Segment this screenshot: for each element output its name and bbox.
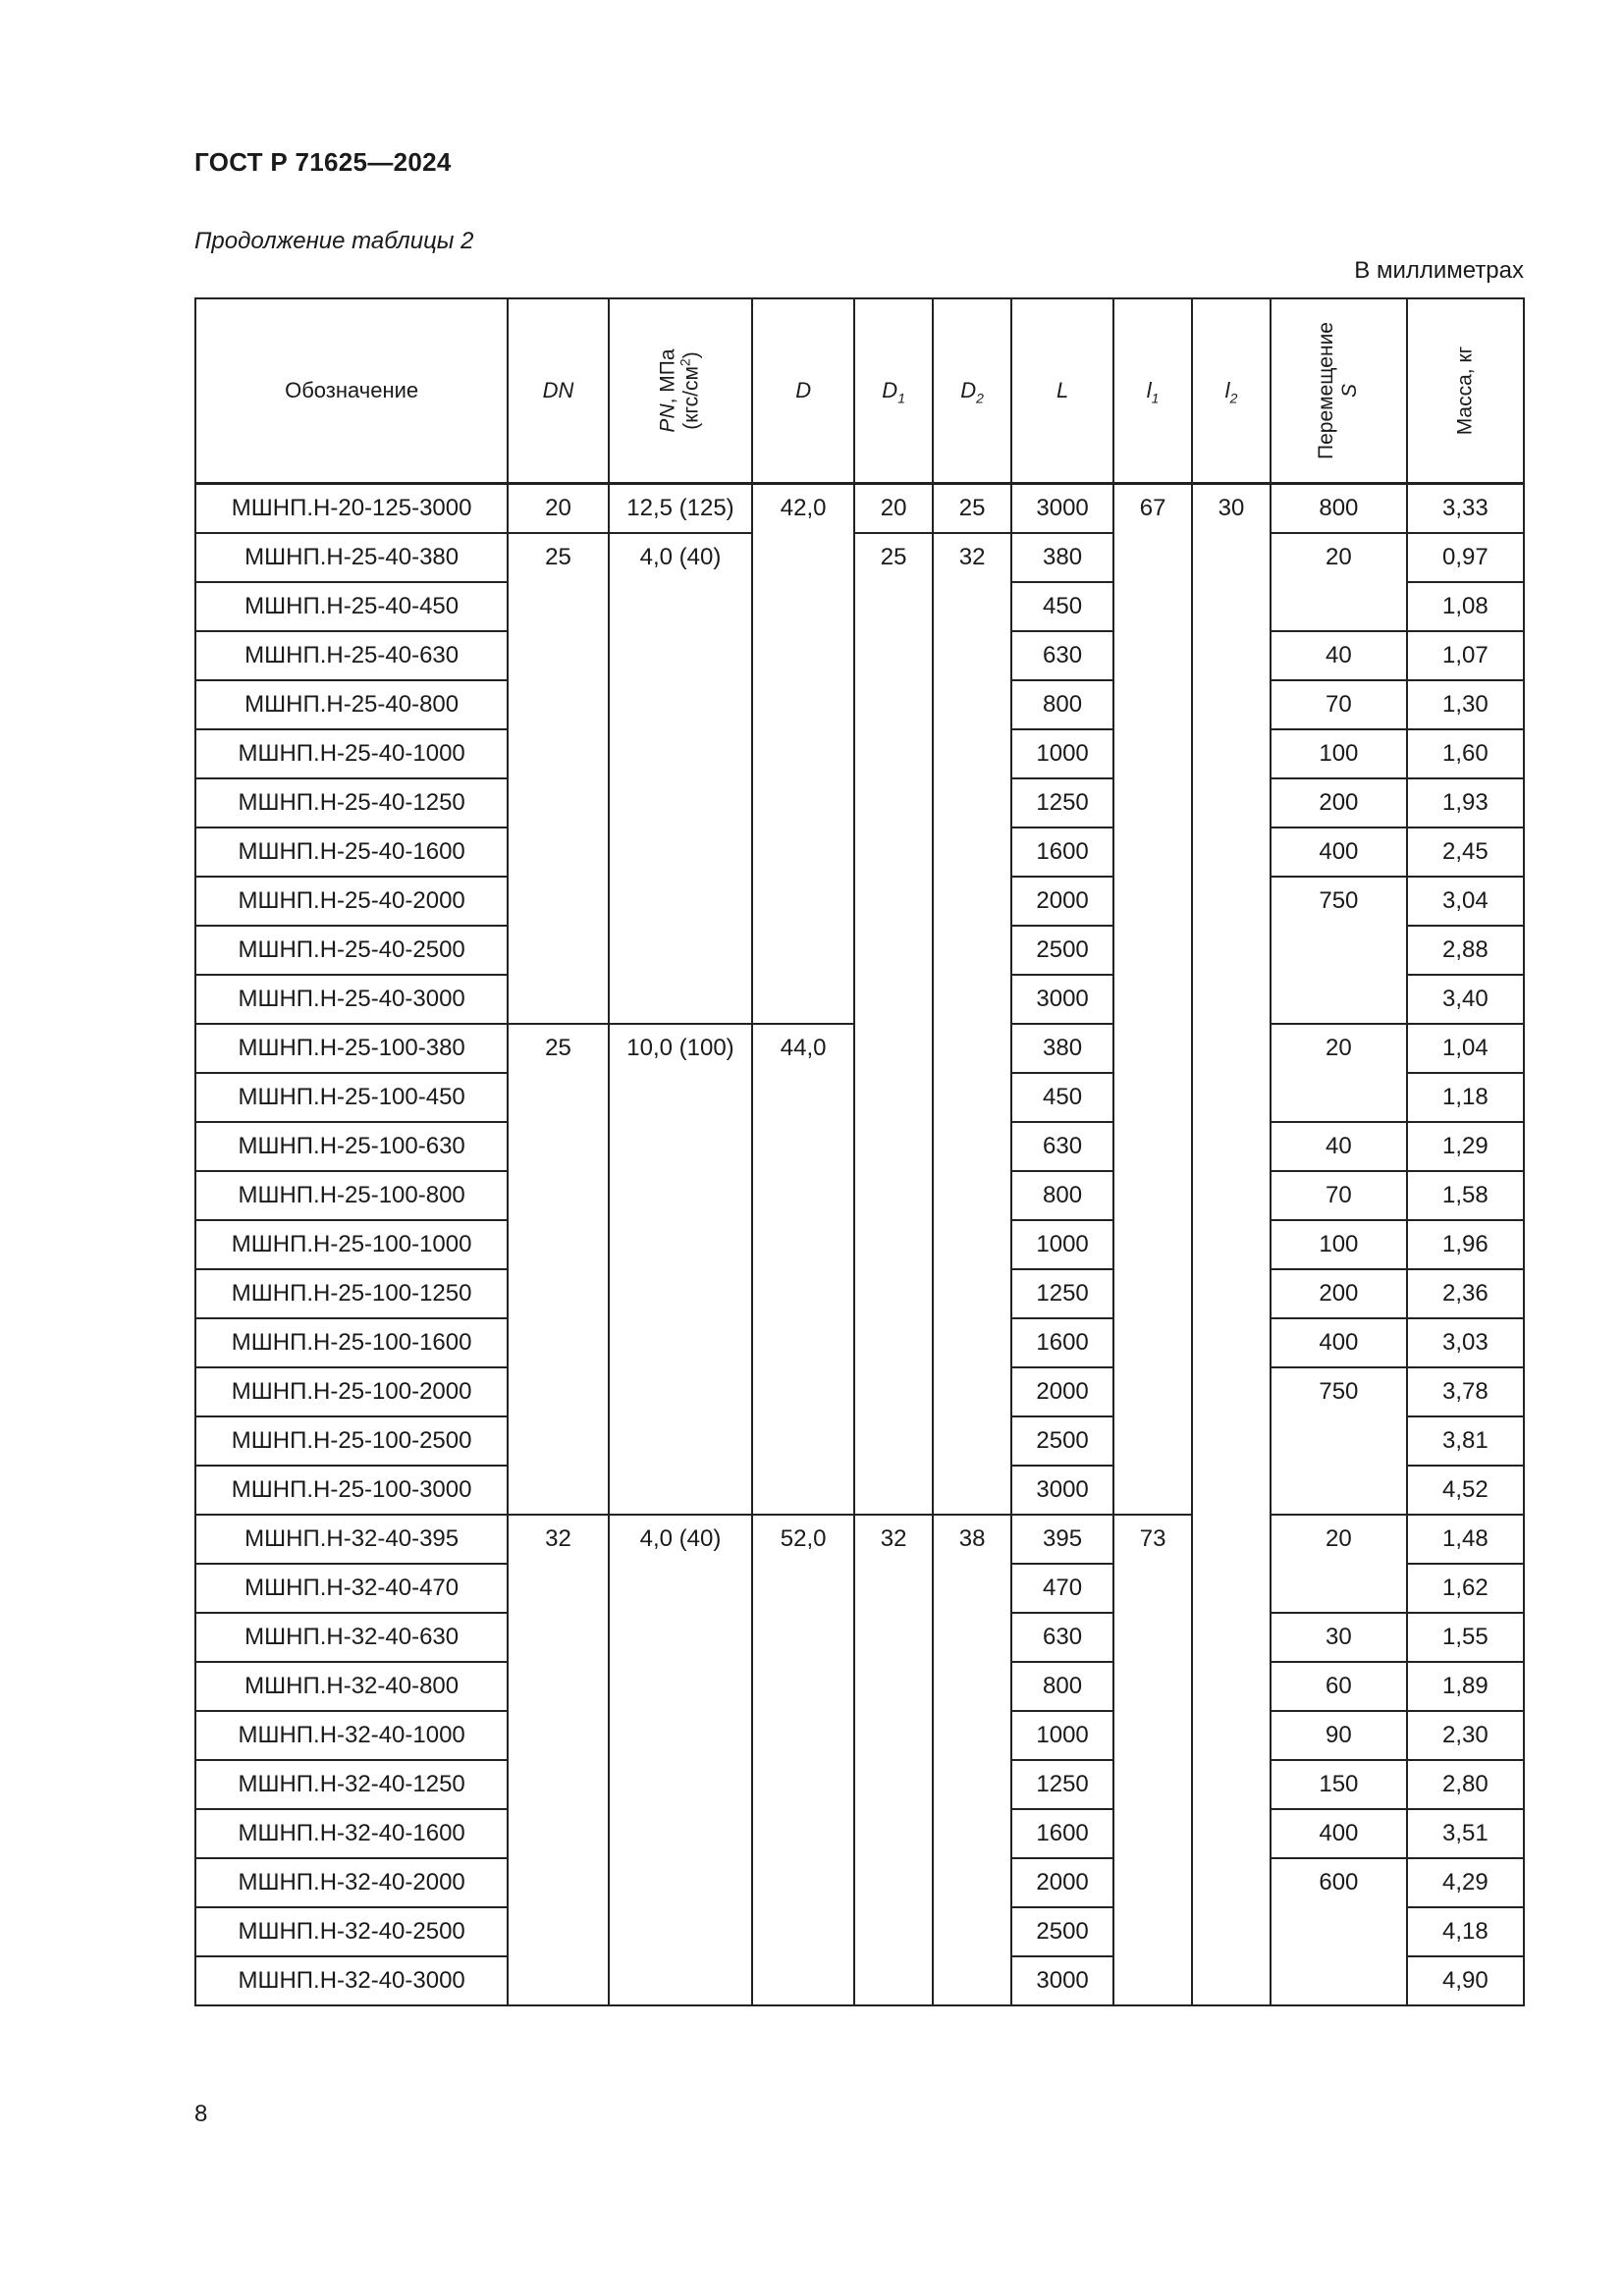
cell-l: 1600 — [1011, 1809, 1113, 1858]
cell-mass: 3,40 — [1407, 975, 1524, 1024]
cell-s: 30 — [1271, 1613, 1407, 1662]
cell-s: 20 — [1271, 1024, 1407, 1122]
header-l2-base: l — [1224, 378, 1230, 402]
header-l1-base: l — [1146, 378, 1152, 402]
cell-pn: 4,0 (40) — [609, 1515, 752, 2005]
cell-designation: МШНП.Н-32-40-3000 — [195, 1956, 508, 2005]
cell-designation: МШНП.Н-25-40-3000 — [195, 975, 508, 1024]
cell-mass: 3,51 — [1407, 1809, 1524, 1858]
cell-l: 800 — [1011, 1171, 1113, 1220]
cell-designation: МШНП.Н-25-40-800 — [195, 680, 508, 729]
cell-s: 20 — [1271, 533, 1407, 631]
cell-s: 400 — [1271, 828, 1407, 877]
cell-l: 395 — [1011, 1515, 1113, 1564]
cell-s: 400 — [1271, 1318, 1407, 1367]
table-row — [195, 1515, 1524, 1564]
header-pn — [609, 298, 752, 484]
cell-designation: МШНП.Н-25-40-1600 — [195, 828, 508, 877]
cell-d: 52,0 — [752, 1515, 854, 2005]
cell-mass: 3,04 — [1407, 877, 1524, 926]
cell-d2: 32 — [933, 533, 1011, 1515]
cell-designation: МШНП.Н-32-40-395 — [195, 1515, 508, 1564]
cell-l: 630 — [1011, 1122, 1113, 1171]
cell-mass: 3,81 — [1407, 1416, 1524, 1466]
cell-l: 2500 — [1011, 926, 1113, 975]
cell-d2: 38 — [933, 1515, 1011, 2005]
cell-s: 40 — [1271, 1122, 1407, 1171]
header-d2-sub: 2 — [976, 390, 984, 406]
cell-dn: 25 — [508, 533, 609, 1024]
cell-designation: МШНП.Н-32-40-1600 — [195, 1809, 508, 1858]
cell-d: 42,0 — [752, 484, 854, 1025]
cell-mass: 4,18 — [1407, 1907, 1524, 1956]
cell-designation: МШНП.Н-25-100-1600 — [195, 1318, 508, 1367]
cell-designation: МШНП.Н-25-100-2000 — [195, 1367, 508, 1416]
header-movement-symbol: S — [1338, 383, 1362, 399]
header-d1-sub: 1 — [897, 390, 905, 406]
cell-pn: 10,0 (100) — [609, 1024, 752, 1515]
cell-designation: МШНП.Н-25-100-450 — [195, 1073, 508, 1122]
cell-l: 2000 — [1011, 1858, 1113, 1907]
header-movement-label: Перемещение — [1315, 322, 1338, 459]
cell-l: 3000 — [1011, 975, 1113, 1024]
table-header-row — [195, 298, 1524, 484]
cell-designation: МШНП.Н-25-40-2000 — [195, 877, 508, 926]
cell-mass: 1,55 — [1407, 1613, 1524, 1662]
cell-mass: 1,62 — [1407, 1564, 1524, 1613]
document-title: ГОСТ Р 71625—2024 — [194, 147, 452, 177]
cell-l: 1250 — [1011, 778, 1113, 828]
cell-l2: 30 — [1192, 484, 1271, 2006]
cell-designation: МШНП.Н-25-100-630 — [195, 1122, 508, 1171]
header-pn-alt-prefix: (кгс/см — [679, 366, 703, 430]
cell-designation: МШНП.Н-32-40-1000 — [195, 1711, 508, 1760]
cell-s: 90 — [1271, 1711, 1407, 1760]
cell-s: 600 — [1271, 1858, 1407, 2005]
cell-mass: 2,36 — [1407, 1269, 1524, 1318]
cell-l: 380 — [1011, 533, 1113, 582]
header-dn: DN — [508, 298, 609, 484]
cell-pn: 12,5 (125) — [609, 484, 752, 534]
cell-mass: 1,96 — [1407, 1220, 1524, 1269]
cell-dn: 25 — [508, 1024, 609, 1515]
cell-l1: 67 — [1113, 484, 1192, 1516]
header-l: L — [1011, 298, 1113, 484]
cell-l: 2000 — [1011, 877, 1113, 926]
header-l1-sub: 1 — [1151, 390, 1160, 406]
cell-l: 3000 — [1011, 1466, 1113, 1515]
header-movement — [1271, 298, 1407, 484]
cell-s: 200 — [1271, 778, 1407, 828]
cell-mass: 1,18 — [1407, 1073, 1524, 1122]
cell-l1: 73 — [1113, 1515, 1192, 2005]
cell-l: 1600 — [1011, 1318, 1113, 1367]
cell-designation: МШНП.Н-32-40-2000 — [195, 1858, 508, 1907]
table-row — [195, 484, 1524, 534]
cell-mass: 1,60 — [1407, 729, 1524, 778]
cell-designation: МШНП.Н-20-125-3000 — [195, 484, 508, 534]
cell-designation: МШНП.Н-32-40-630 — [195, 1613, 508, 1662]
cell-l: 450 — [1011, 1073, 1113, 1122]
header-designation: Обозначение — [195, 298, 508, 484]
cell-l: 2000 — [1011, 1367, 1113, 1416]
cell-l: 800 — [1011, 1662, 1113, 1711]
header-d2 — [933, 298, 1011, 484]
cell-s: 100 — [1271, 1220, 1407, 1269]
cell-l: 3000 — [1011, 1956, 1113, 2005]
cell-l: 450 — [1011, 582, 1113, 631]
cell-mass: 4,90 — [1407, 1956, 1524, 2005]
cell-l: 2500 — [1011, 1416, 1113, 1466]
header-d1 — [854, 298, 933, 484]
table-row — [195, 533, 1524, 582]
cell-l: 800 — [1011, 680, 1113, 729]
cell-mass: 4,29 — [1407, 1858, 1524, 1907]
header-pn-alt-suffix: ) — [679, 351, 703, 359]
cell-s: 70 — [1271, 680, 1407, 729]
cell-designation: МШНП.Н-25-100-1000 — [195, 1220, 508, 1269]
cell-mass: 3,03 — [1407, 1318, 1524, 1367]
cell-s: 150 — [1271, 1760, 1407, 1809]
cell-designation: МШНП.Н-25-100-3000 — [195, 1466, 508, 1515]
cell-mass: 1,29 — [1407, 1122, 1524, 1171]
cell-l: 1000 — [1011, 729, 1113, 778]
cell-l: 1000 — [1011, 1711, 1113, 1760]
cell-d1: 32 — [854, 1515, 933, 2005]
cell-designation: МШНП.Н-25-40-2500 — [195, 926, 508, 975]
cell-l: 1250 — [1011, 1760, 1113, 1809]
cell-mass: 1,04 — [1407, 1024, 1524, 1073]
cell-s: 400 — [1271, 1809, 1407, 1858]
cell-s: 100 — [1271, 729, 1407, 778]
header-pn-alt-power: 2 — [677, 358, 693, 367]
cell-mass: 3,78 — [1407, 1367, 1524, 1416]
cell-designation: МШНП.Н-32-40-1250 — [195, 1760, 508, 1809]
cell-designation: МШНП.Н-32-40-800 — [195, 1662, 508, 1711]
cell-mass: 2,30 — [1407, 1711, 1524, 1760]
cell-mass: 0,97 — [1407, 533, 1524, 582]
cell-designation: МШНП.Н-32-40-2500 — [195, 1907, 508, 1956]
cell-mass: 3,33 — [1407, 484, 1524, 534]
cell-designation: МШНП.Н-25-100-380 — [195, 1024, 508, 1073]
cell-d1: 25 — [854, 533, 933, 1515]
cell-d2: 25 — [933, 484, 1011, 534]
cell-dn: 20 — [508, 484, 609, 534]
header-mass — [1407, 298, 1524, 484]
units-note: В миллиметрах — [1354, 257, 1524, 284]
cell-s: 60 — [1271, 1662, 1407, 1711]
cell-mass: 2,45 — [1407, 828, 1524, 877]
header-l2 — [1192, 298, 1271, 484]
cell-designation: МШНП.Н-25-40-1250 — [195, 778, 508, 828]
header-d: D — [752, 298, 854, 484]
cell-mass: 2,88 — [1407, 926, 1524, 975]
cell-l: 1000 — [1011, 1220, 1113, 1269]
cell-mass: 2,80 — [1407, 1760, 1524, 1809]
table-caption: Продолжение таблицы 2 — [194, 228, 474, 254]
cell-s: 20 — [1271, 1515, 1407, 1613]
cell-designation: МШНП.Н-32-40-470 — [195, 1564, 508, 1613]
cell-designation: МШНП.Н-25-100-2500 — [195, 1416, 508, 1466]
cell-s: 750 — [1271, 1367, 1407, 1515]
cell-s: 70 — [1271, 1171, 1407, 1220]
cell-d1: 20 — [854, 484, 933, 534]
cell-s: 200 — [1271, 1269, 1407, 1318]
cell-l: 630 — [1011, 1613, 1113, 1662]
header-pn-symbol: PN — [656, 403, 679, 433]
cell-l: 1600 — [1011, 828, 1113, 877]
cell-mass: 4,52 — [1407, 1466, 1524, 1515]
cell-s: 40 — [1271, 631, 1407, 680]
header-pn-unit: , МПа — [656, 348, 679, 404]
cell-l: 1250 — [1011, 1269, 1113, 1318]
cell-l: 2500 — [1011, 1907, 1113, 1956]
header-l2-sub: 2 — [1229, 390, 1238, 406]
header-d2-base: D — [960, 378, 977, 402]
cell-dn: 32 — [508, 1515, 609, 2005]
cell-l: 380 — [1011, 1024, 1113, 1073]
cell-s: 800 — [1271, 484, 1407, 534]
cell-mass: 1,08 — [1407, 582, 1524, 631]
cell-mass: 1,48 — [1407, 1515, 1524, 1564]
cell-d: 44,0 — [752, 1024, 854, 1515]
cell-designation: МШНП.Н-25-40-380 — [195, 533, 508, 582]
cell-pn: 4,0 (40) — [609, 533, 752, 1024]
header-l1 — [1113, 298, 1192, 484]
table-body — [195, 484, 1524, 2006]
cell-mass: 1,93 — [1407, 778, 1524, 828]
header-d1-base: D — [882, 378, 898, 402]
specification-table — [194, 297, 1525, 2006]
cell-l: 630 — [1011, 631, 1113, 680]
page-number: 8 — [194, 2101, 208, 2127]
cell-designation: МШНП.Н-25-40-450 — [195, 582, 508, 631]
cell-mass: 1,58 — [1407, 1171, 1524, 1220]
cell-designation: МШНП.Н-25-100-800 — [195, 1171, 508, 1220]
cell-mass: 1,30 — [1407, 680, 1524, 729]
cell-designation: МШНП.Н-25-40-630 — [195, 631, 508, 680]
cell-mass: 1,89 — [1407, 1662, 1524, 1711]
cell-l: 3000 — [1011, 484, 1113, 534]
cell-designation: МШНП.Н-25-100-1250 — [195, 1269, 508, 1318]
cell-designation: МШНП.Н-25-40-1000 — [195, 729, 508, 778]
cell-s: 750 — [1271, 877, 1407, 1024]
cell-mass: 1,07 — [1407, 631, 1524, 680]
cell-l: 470 — [1011, 1564, 1113, 1613]
header-mass-label: Масса, кг — [1453, 346, 1477, 436]
